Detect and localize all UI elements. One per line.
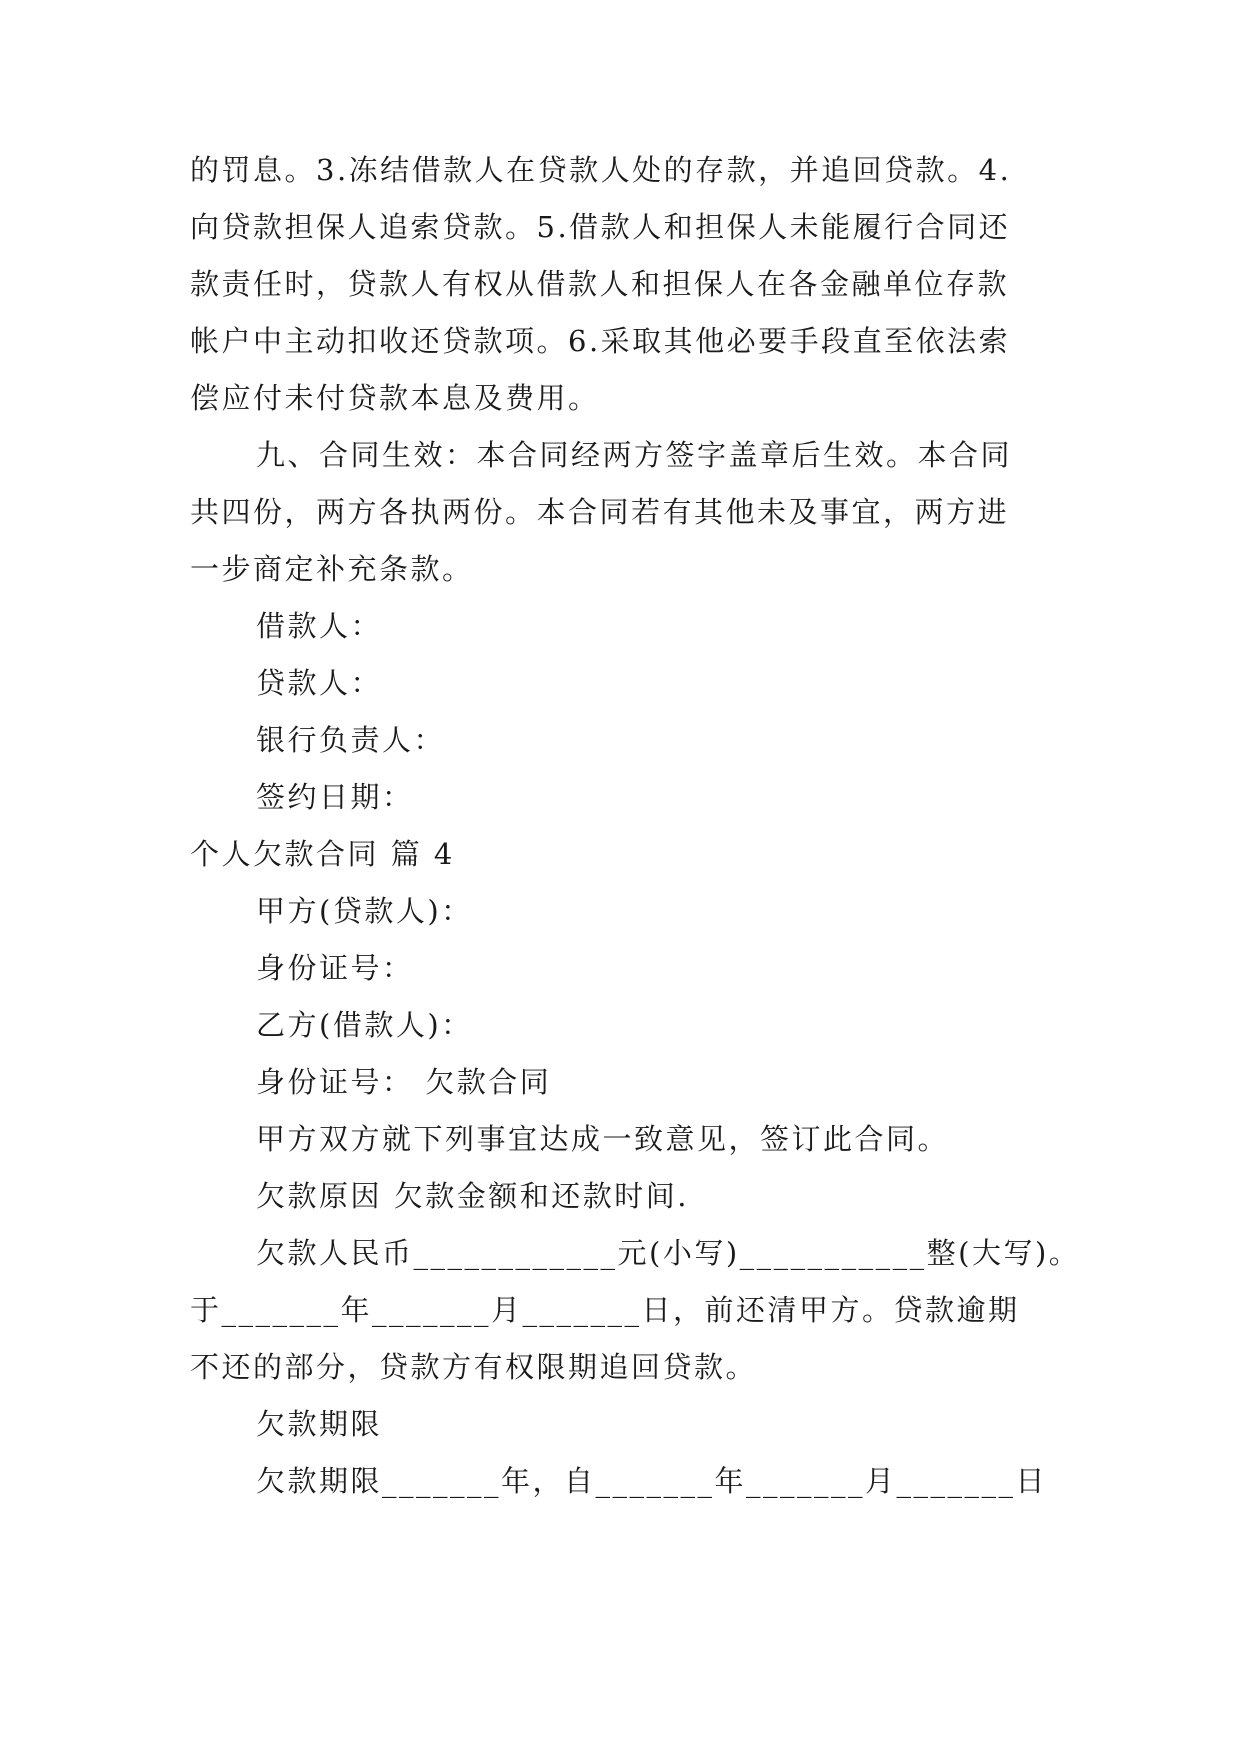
id-number-label: 身份证号： (256, 951, 414, 985)
borrower-label: 借款人： (256, 609, 383, 643)
clause-nine-line: 九、合同生效：本合同经两方签字盖章后生效。本合同 (256, 438, 1013, 472)
paragraph-line: 一步商定补充条款。 (190, 552, 474, 586)
party-a-label: 甲方(贷款人)： (256, 894, 473, 928)
agreement-line: 甲方双方就下列事宜达成一致意见，签订此合同。 (256, 1122, 950, 1156)
section-title: 个人欠款合同 篇 4 (190, 837, 455, 871)
lender-label: 贷款人： (256, 666, 383, 700)
paragraph-line: 的罚息。3.冻结借款人在贷款人处的存款，并追回贷款。4. (190, 153, 1012, 187)
paragraph-line: 共四份，两方各执两份。本合同若有其他未及事宜，两方进 (190, 495, 1010, 529)
debt-term-line: 欠款期限_______年，自_______年_______月_______日 (256, 1464, 1048, 1498)
signing-date-label: 签约日期： (256, 780, 414, 814)
repayment-date-line: 于_______年_______月_______日，前还清甲方。贷款逾期 (190, 1293, 1020, 1327)
paragraph-line: 偿应付未付贷款本息及费用。 (190, 381, 600, 415)
paragraph-line: 向贷款担保人追索贷款。5.借款人和担保人未能履行合同还 (190, 210, 1011, 244)
paragraph-line: 款责任时，贷款人有权从借款人和担保人在各金融单位存款 (190, 267, 1010, 301)
paragraph-line: 帐户中主动扣收还贷款项。6.采取其他必要手段直至依法索 (190, 324, 1011, 358)
party-b-label: 乙方(借款人)： (256, 1008, 473, 1042)
debt-amount-line: 欠款人民币____________元(小写)___________整(大写)。 (256, 1236, 1081, 1270)
debt-reason-heading: 欠款原因 欠款金额和还款时间. (256, 1179, 689, 1213)
debt-term-heading: 欠款期限 (256, 1407, 383, 1441)
paragraph-line: 不还的部分，贷款方有权限期追回贷款。 (190, 1350, 758, 1384)
bank-manager-label: 银行负责人： (256, 723, 446, 757)
id-number-label: 身份证号： 欠款合同 (256, 1065, 552, 1099)
